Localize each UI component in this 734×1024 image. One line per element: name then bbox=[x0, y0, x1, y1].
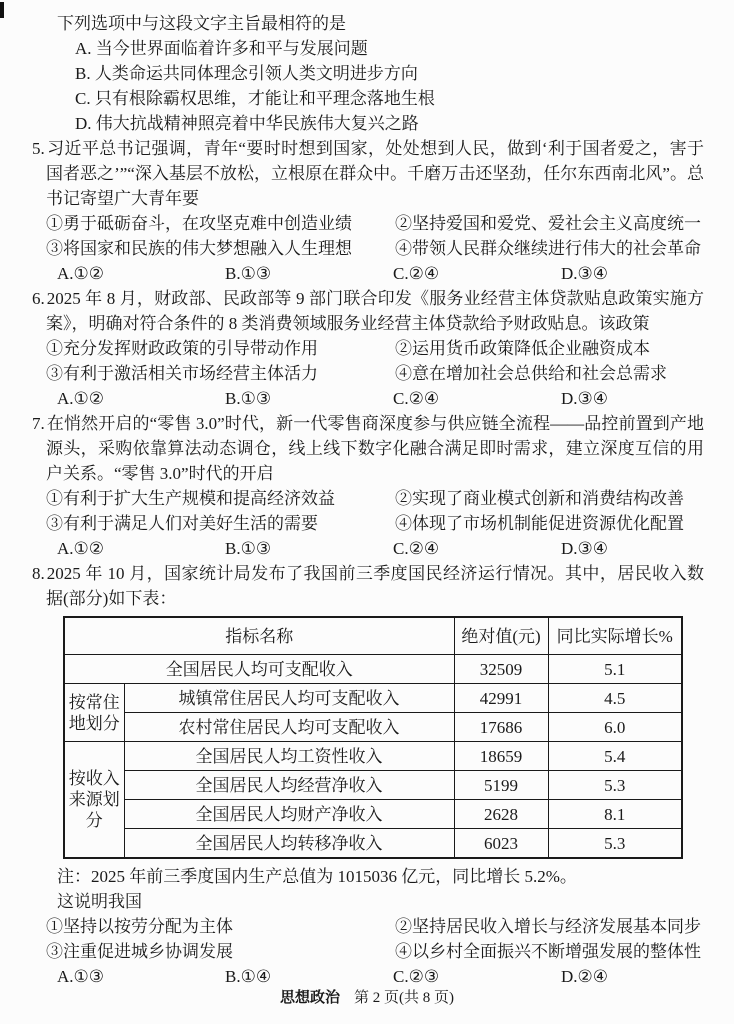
growth-cell: 5.3 bbox=[548, 829, 682, 859]
table-row bbox=[64, 800, 682, 829]
question-5-choices bbox=[57, 261, 734, 286]
question-5-item-3: ③将国家和民族的伟大梦想融入人生理想 bbox=[46, 239, 352, 258]
question-6-number: 6. bbox=[32, 289, 45, 308]
table-row bbox=[64, 713, 682, 742]
question-7-item-1: ①有利于扩大生产规模和提高经济效益 bbox=[46, 489, 335, 508]
value-cell: 6023 bbox=[454, 829, 548, 859]
indicator-cell: 全国居民人均财产净收入 bbox=[124, 800, 454, 829]
question-6-item-1: ①充分发挥财政政策的引导带动作用 bbox=[46, 339, 318, 358]
footer-subject: 思想政治 bbox=[279, 989, 340, 1006]
question-5-number: 5. bbox=[32, 139, 45, 158]
question-6-items bbox=[46, 336, 714, 386]
question-7-item-4: ④体现了市场机制能促进资源优化配置 bbox=[395, 514, 684, 533]
growth-cell: 6.0 bbox=[548, 713, 682, 742]
value-cell: 2628 bbox=[454, 800, 548, 829]
question-7-choice-c: C.②④ bbox=[393, 539, 440, 558]
question-5-items bbox=[46, 211, 714, 261]
table-row bbox=[64, 771, 682, 800]
indicator-cell: 城镇常住居民人均可支配收入 bbox=[124, 684, 454, 713]
value-cell: 32509 bbox=[454, 655, 548, 684]
question-7-item-2: ②实现了商业模式创新和消费结构改善 bbox=[395, 489, 684, 508]
value-cell: 42991 bbox=[454, 684, 548, 713]
question-5-item-4: ④带领人民群众继续进行伟大的社会革命 bbox=[395, 239, 701, 258]
question-6-item-4: ④意在增加社会总供给和社会总需求 bbox=[395, 364, 667, 383]
question-8 bbox=[0, 561, 734, 989]
question-6-choices bbox=[57, 386, 734, 411]
question-5-choice-d: D.③④ bbox=[561, 264, 609, 283]
scan-artifact bbox=[0, 2, 4, 18]
group-label-source: 按收入来源划分 bbox=[64, 742, 124, 859]
group-label-residence: 按常住地划分 bbox=[64, 684, 124, 742]
header-growth: 同比实际增长% bbox=[548, 617, 682, 655]
question-4-tail bbox=[0, 11, 734, 136]
growth-cell: 5.3 bbox=[548, 771, 682, 800]
question-6 bbox=[0, 286, 734, 411]
question-4-stem: 下列选项中与这段文字主旨最相符的是 bbox=[57, 14, 346, 33]
question-7-choice-d: D.③④ bbox=[561, 539, 609, 558]
question-6-item-2: ②运用货币政策降低企业融资成本 bbox=[395, 339, 650, 358]
indicator-cell: 全国居民人均可支配收入 bbox=[64, 655, 454, 684]
growth-cell: 5.1 bbox=[548, 655, 682, 684]
question-6-item-3: ③有利于激活相关市场经营主体活力 bbox=[46, 364, 318, 383]
table-row bbox=[64, 655, 682, 684]
question-8-stem bbox=[32, 561, 704, 611]
question-8-items bbox=[46, 914, 714, 964]
question-6-choice-c: C.②④ bbox=[393, 389, 440, 408]
question-7-stem-text: 在悄然开启的“零售 3.0”时代，新一代零售商深度参与供应链全流程——品控前置到产地源头，采购依靠算法动态调仓，线上线下数字化融合满足即时需求，建立深度互信的用户关系。“零售 3.0”时代的开启 bbox=[46, 414, 704, 483]
question-6-choice-d: D.③④ bbox=[561, 389, 609, 408]
header-indicator: 指标名称 bbox=[64, 617, 454, 655]
question-8-choice-c: C.②③ bbox=[393, 967, 440, 986]
indicator-cell: 全国居民人均经营净收入 bbox=[124, 771, 454, 800]
table-header-row bbox=[64, 617, 682, 655]
question-8-number: 8. bbox=[32, 564, 45, 583]
question-8-choice-d: D.②④ bbox=[561, 967, 609, 986]
question-4-option-b: B. 人类命运共同体理念引领人类文明进步方向 bbox=[75, 64, 418, 83]
question-8-item-4: ④以乡村全面振兴不断增强发展的整体性 bbox=[395, 942, 701, 961]
question-5-item-1: ①勇于砥砺奋斗，在攻坚克难中创造业绩 bbox=[46, 214, 352, 233]
question-7-items bbox=[46, 486, 714, 536]
question-6-stem-text: 2025 年 8 月，财政部、民政部等 9 部门联合印发《服务业经营主体贷款贴息政策实施方案》，明确对符合条件的 8 类消费领域服务业经营主体贷款给予财政贴息。该政策 bbox=[46, 289, 704, 333]
value-cell: 5199 bbox=[454, 771, 548, 800]
question-7-item-3: ③有利于满足人们对美好生活的需要 bbox=[46, 514, 318, 533]
indicator-cell: 农村常住居民人均可支配收入 bbox=[124, 713, 454, 742]
growth-cell: 4.5 bbox=[548, 684, 682, 713]
question-8-choice-a: A.①③ bbox=[57, 967, 105, 986]
indicator-cell: 全国居民人均转移净收入 bbox=[124, 829, 454, 859]
question-8-item-3: ③注重促进城乡协调发展 bbox=[46, 942, 233, 961]
question-6-choice-a: A.①② bbox=[57, 389, 105, 408]
table-row bbox=[64, 684, 682, 713]
question-5-stem bbox=[32, 136, 704, 211]
value-cell: 17686 bbox=[454, 713, 548, 742]
question-8-stem2: 这说明我国 bbox=[57, 892, 142, 911]
growth-cell: 5.4 bbox=[548, 742, 682, 771]
footer-page-info: 第 2 页(共 8 页) bbox=[354, 990, 454, 1006]
table-row bbox=[64, 742, 682, 771]
question-7-number: 7. bbox=[32, 414, 45, 433]
question-7 bbox=[0, 411, 734, 561]
value-cell: 18659 bbox=[454, 742, 548, 771]
question-7-stem bbox=[32, 411, 704, 486]
question-8-choice-b: B.①④ bbox=[225, 967, 272, 986]
question-8-item-2: ②坚持居民收入增长与经济发展基本同步 bbox=[395, 917, 701, 936]
table-row bbox=[64, 829, 682, 859]
income-data-table bbox=[63, 616, 683, 859]
question-7-choice-a: A.①② bbox=[57, 539, 105, 558]
question-6-stem bbox=[32, 286, 704, 336]
question-5-stem-text: 习近平总书记强调，青年“要时时想到国家，处处想到人民，做到‘利于国者爱之，害于国者恶之’”“深入基层不放松，立根原在群众中。千磨万击还坚劲，任尔东西南北风”。总书记寄望广大青年要 bbox=[46, 139, 704, 208]
page-footer bbox=[0, 985, 734, 1011]
indicator-cell: 全国居民人均工资性收入 bbox=[124, 742, 454, 771]
question-5-choice-b: B.①③ bbox=[225, 264, 272, 283]
question-4-option-a: A. 当今世界面临着许多和平与发展问题 bbox=[75, 39, 368, 58]
question-8-item-1: ①坚持以按劳分配为主体 bbox=[46, 917, 233, 936]
question-5-choice-a: A.①② bbox=[57, 264, 105, 283]
question-4-option-d: D. 伟大抗战精神照亮着中华民族伟大复兴之路 bbox=[75, 114, 419, 133]
question-7-choices bbox=[57, 536, 734, 561]
question-5-choice-c: C.②④ bbox=[393, 264, 440, 283]
question-5-item-2: ②坚持爱国和爱党、爱社会主义高度统一 bbox=[395, 214, 701, 233]
header-value: 绝对值(元) bbox=[454, 617, 548, 655]
question-6-choice-b: B.①③ bbox=[225, 389, 272, 408]
growth-cell: 8.1 bbox=[548, 800, 682, 829]
table-note: 注：2025 年前三季度国内生产总值为 1015036 亿元，同比增长 5.2%。 bbox=[57, 867, 577, 886]
question-5 bbox=[0, 136, 734, 286]
question-7-choice-b: B.①③ bbox=[225, 539, 272, 558]
question-8-stem-text: 2025 年 10 月，国家统计局发布了我国前三季度国民经济运行情况。其中，居民收入数据(部分)如下表： bbox=[46, 564, 704, 608]
question-4-option-c: C. 只有根除霸权思维，才能让和平理念落地生根 bbox=[75, 89, 435, 108]
